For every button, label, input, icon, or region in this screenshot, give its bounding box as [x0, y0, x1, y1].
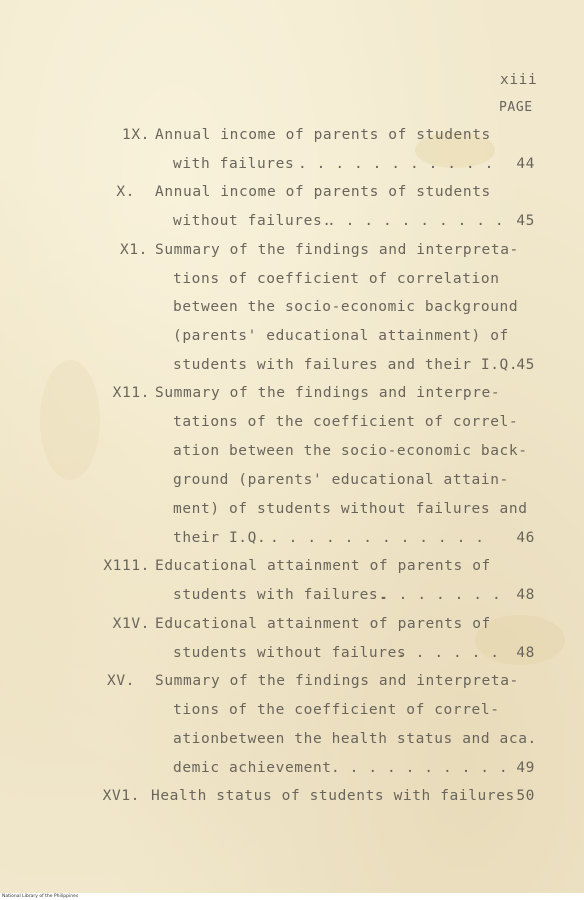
- entry-line: students with failures and their I.Q.: [173, 357, 519, 373]
- entry-line: ation between the socio-economic back-: [173, 443, 528, 459]
- page-number-roman: xiii: [500, 72, 538, 88]
- entry-page-number: 48: [516, 587, 535, 603]
- entry-line: students with failures.: [173, 587, 388, 603]
- entry-line: Annual income of parents of students: [155, 184, 491, 200]
- entry-number: X11.: [112, 385, 150, 401]
- dot-leaders: . . . . . . . . . .: [327, 213, 505, 229]
- dot-leaders: . . . . . . . . . . . .: [270, 530, 485, 546]
- entry-line: Summary of the findings and interpreta-: [155, 673, 519, 689]
- dot-leaders: . . . . . . . . . .: [331, 760, 509, 776]
- entry-line: students without failures: [173, 645, 407, 661]
- entry-page-number: 46: [516, 530, 535, 546]
- entry-number: X1V.: [112, 616, 150, 632]
- scan-credit: National Library of the Philippines: [2, 894, 79, 899]
- entry-number: X1.: [120, 242, 148, 258]
- entry-line: Summary of the findings and interpre-: [155, 385, 501, 401]
- dot-leaders: . . . . . .: [397, 645, 500, 661]
- entry-line: between the socio-economic background: [173, 299, 519, 315]
- entry-line: (parents' educational attainment) of: [173, 328, 509, 344]
- entry-line: Educational attainment of parents of: [155, 558, 491, 574]
- scan-footer-strip: [0, 893, 584, 900]
- entry-number: XV1.: [102, 788, 140, 804]
- entry-line: tions of coefficient of correlation: [173, 271, 500, 287]
- entry-number: X111.: [103, 558, 150, 574]
- entry-line: tations of the coefficient of correl-: [173, 414, 519, 430]
- entry-page-number: 44: [516, 156, 535, 172]
- dot-leaders: . . . . . . . . . . .: [298, 156, 494, 172]
- entry-page-number: 45: [516, 213, 535, 229]
- page-column-label: PAGE: [499, 100, 533, 115]
- entry-line: Annual income of parents of students: [155, 127, 491, 143]
- entry-line: with failures: [173, 156, 295, 172]
- entry-line: tions of the coefficient of correl-: [173, 702, 500, 718]
- entry-line: ment) of students without failures and: [173, 501, 528, 517]
- entry-line: Health status of students with failures: [151, 788, 515, 804]
- entry-line: ground (parents' educational attain-: [173, 472, 509, 488]
- entry-number: 1X.: [122, 127, 150, 143]
- entry-line: their I.Q.: [173, 530, 267, 546]
- entry-line: demic achievement: [173, 760, 332, 776]
- entry-line: Summary of the findings and interpreta-: [155, 242, 519, 258]
- entry-page-number: 45: [516, 357, 535, 373]
- entry-page-number: 49: [516, 760, 535, 776]
- entry-line: Educational attainment of parents of: [155, 616, 491, 632]
- entry-line: without failures.: [173, 213, 332, 229]
- entry-line: ationbetween the health status and aca.: [173, 731, 537, 747]
- dot-leaders: . . . . . . .: [380, 587, 502, 603]
- entry-page-number: 50: [516, 788, 535, 804]
- entry-page-number: 48: [516, 645, 535, 661]
- entry-number: XV.: [107, 673, 135, 689]
- entry-number: X.: [116, 184, 135, 200]
